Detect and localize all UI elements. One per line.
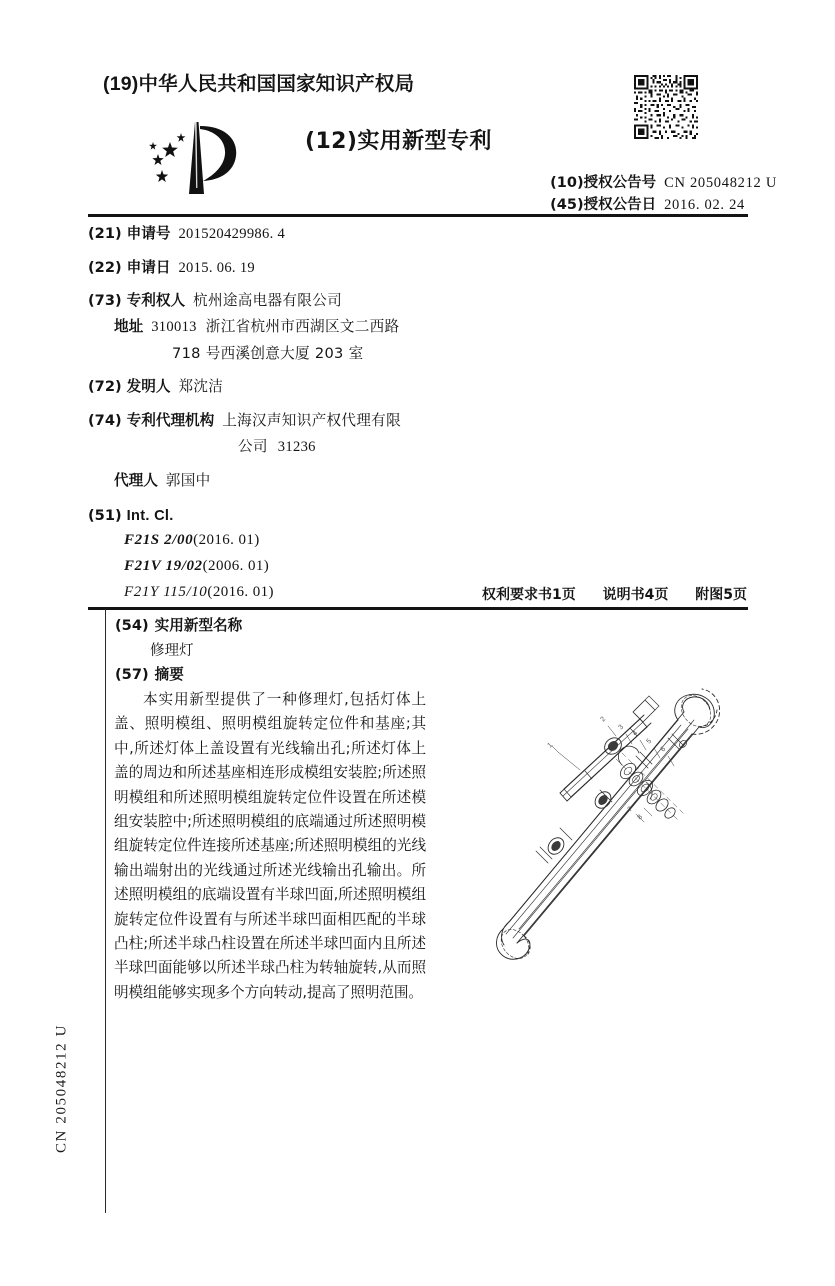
svg-text:6: 6: [659, 745, 668, 754]
ipc-symbol: F21S 2/00: [124, 531, 194, 548]
svg-text:2: 2: [599, 715, 608, 724]
inventor-row: [88, 377, 518, 397]
grant-date-value: 2016. 02. 24: [664, 197, 745, 213]
application-number-code: (21): [88, 225, 122, 242]
abstract-text: 本实用新型提供了一种修理灯,包括灯体上盖、照明模组、照明模组旋转定位件和基座;其中,所述灯体上盖设置有光线输出孔;所述灯体上盖的周边和所述基座相连形成模组安装腔;所述照明模组和所述照明模组旋转定位件设置在所述模组安装腔中;所述照明模组的底端通过所述照明模组旋转定位件连接所述基座;所述照明模组的光线输出端射出的光线通过所述光线输出孔输出。所述照明模组的底端设置有半球凹面,所述照明模组旋转定位件设置有与所述半球凹面相匹配的半球凸柱;所述半球凸柱设置在所述半球凹面内且所述半球凹面能够以所述半球凸柱为转轴旋转,从而照明模组能够实现多个方向转动,提高了照明范围。: [114, 691, 426, 1001]
page-title: 修理灯: [150, 643, 194, 659]
patentee-row: [88, 291, 518, 311]
ipc-code: (51): [88, 506, 122, 524]
ipc-symbol: F21Y 115/10: [124, 583, 208, 600]
agency-line-1: 上海汉声知识产权代理有限: [222, 411, 401, 429]
agency-code-number: 31236: [277, 438, 316, 455]
inventor-code: (72): [88, 378, 122, 395]
side-publication-number: CN 205048212 U: [53, 1023, 70, 1154]
patent-figure-repair-lamp: [440, 648, 750, 988]
agency-code: (74): [88, 411, 122, 429]
agency-label: 专利代理机构: [126, 411, 215, 429]
agent-label: 代理人: [114, 471, 158, 489]
svg-text:8: 8: [636, 813, 645, 822]
patentee-label: 专利权人: [126, 292, 186, 309]
description-page-count: 说明书4页: [602, 587, 669, 603]
application-number-value: 201520429986. 4: [178, 226, 286, 242]
ipc-version: (2006. 01): [202, 557, 270, 574]
inventor-label: 发明人: [126, 378, 171, 395]
ipc-header-row: [88, 507, 518, 524]
grant-date-code: (45): [550, 197, 584, 213]
ipc-version: (2016. 01): [193, 531, 260, 548]
agency-row-2: [88, 436, 518, 458]
address-line-2: 718 号西溪创意大厦 203 室: [172, 345, 364, 362]
grant-number-label: 授权公告号: [583, 175, 657, 191]
svg-text:7: 7: [626, 805, 635, 814]
drawings-page-count: 附图5页: [695, 587, 747, 603]
office-code: (19): [103, 73, 139, 95]
grant-number-code: (10): [550, 175, 584, 191]
ipc-item: [88, 584, 518, 601]
address-label: 地址: [114, 318, 144, 335]
svg-text:5: 5: [645, 737, 654, 746]
patentee-code: (73): [88, 292, 122, 309]
agent-value: 郭国中: [165, 471, 211, 489]
divider-top: [88, 214, 748, 217]
application-date-value: 2015. 06. 19: [178, 259, 256, 276]
abstract-section-header: [115, 663, 184, 684]
agent-row: [88, 470, 518, 491]
svg-text:4: 4: [631, 729, 640, 738]
inventor-value: 郑沈洁: [178, 378, 224, 395]
svg-text:1: 1: [546, 741, 555, 750]
ipc-item: [88, 532, 518, 549]
application-number-label: 申请号: [126, 225, 171, 242]
svg-text:3: 3: [617, 723, 626, 732]
title-section-code: (54): [115, 617, 149, 634]
qr-code: [629, 70, 709, 150]
application-date-label: 申请日: [126, 258, 171, 276]
address-row-2: [88, 343, 518, 364]
agency-line-2: 公司: [238, 437, 268, 455]
ipc-symbol: F21V 19/02: [124, 557, 203, 574]
claims-page-count: 权利要求书1页: [482, 587, 576, 603]
title-section-header: [115, 614, 242, 635]
divider-left-vertical: [105, 609, 106, 1213]
grant-date-row: [550, 194, 777, 216]
bibliographic-data: [88, 224, 518, 610]
cnipa-emblem-icon: [140, 118, 252, 202]
grant-number-value: CN 205048212 U: [664, 175, 777, 191]
application-number-row: [88, 224, 518, 244]
publication-info: [550, 172, 777, 216]
document-kind-title: (12)实用新型专利: [305, 129, 492, 154]
address-row: [88, 316, 518, 338]
address-postcode: 310013: [151, 319, 197, 335]
ipc-version: (2016. 01): [207, 583, 274, 600]
ipc-item: [88, 558, 518, 575]
address-line-1: 浙江省杭州市西湖区文二西路: [205, 318, 400, 335]
patentee-value: 杭州途高电器有限公司: [193, 292, 342, 309]
agency-row: [88, 411, 518, 431]
application-date-row: [88, 258, 518, 278]
grant-date-label: 授权公告日: [583, 197, 657, 213]
ipc-label: Int. Cl.: [126, 507, 174, 524]
office-name: 中华人民共和国国家知识产权局: [138, 72, 415, 95]
office-header: [103, 68, 414, 96]
abstract-section-code: (57): [115, 666, 149, 683]
application-date-code: (22): [88, 258, 122, 276]
grant-number-row: [550, 172, 777, 194]
title-section-label: 实用新型名称: [154, 617, 243, 634]
page-counts: [482, 584, 747, 604]
abstract-section-label: 摘要: [154, 666, 184, 683]
